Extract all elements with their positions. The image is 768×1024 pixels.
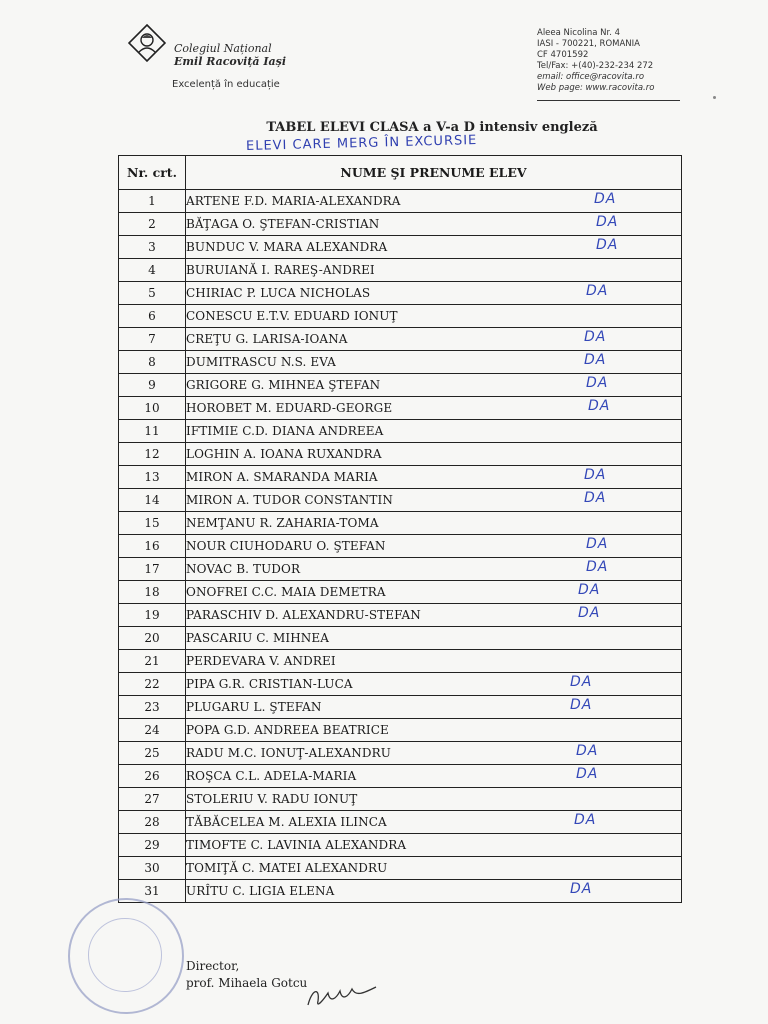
student-name: STOLERIU V. RADU IONUŢ bbox=[186, 792, 358, 806]
student-name: CONESCU E.T.V. EDUARD IONUŢ bbox=[186, 309, 398, 323]
row-number: 2 bbox=[119, 213, 186, 236]
row-number: 21 bbox=[119, 650, 186, 673]
row-number: 18 bbox=[119, 581, 186, 604]
row-number: 6 bbox=[119, 305, 186, 328]
row-number: 19 bbox=[119, 604, 186, 627]
row-number: 24 bbox=[119, 719, 186, 742]
table-row bbox=[119, 466, 682, 489]
contact-cf: CF 4701592 bbox=[537, 50, 589, 60]
handwritten-da-mark: DA bbox=[594, 191, 617, 207]
student-name: MIRON A. TUDOR CONSTANTIN bbox=[186, 493, 393, 507]
row-number: 17 bbox=[119, 558, 186, 581]
table-row bbox=[119, 558, 682, 581]
contact-telfax: Tel/Fax: +(40)-232-234 272 bbox=[537, 61, 654, 71]
student-name-cell bbox=[186, 673, 682, 696]
row-number: 10 bbox=[119, 397, 186, 420]
student-name-cell bbox=[186, 719, 682, 742]
student-name: IFTIMIE C.D. DIANA ANDREEA bbox=[186, 424, 384, 438]
student-name-cell bbox=[186, 190, 682, 213]
student-name-cell bbox=[186, 604, 682, 627]
student-name: BURUIANĂ I. RAREŞ-ANDREI bbox=[186, 263, 375, 277]
handwritten-da-mark: DA bbox=[596, 237, 619, 253]
student-name: PERDEVARA V. ANDREI bbox=[186, 654, 336, 668]
handwritten-da-mark: DA bbox=[584, 352, 607, 368]
row-number: 23 bbox=[119, 696, 186, 719]
table-row bbox=[119, 857, 682, 880]
student-name-cell bbox=[186, 811, 682, 834]
student-name: TIMOFTE C. LAVINIA ALEXANDRA bbox=[186, 838, 407, 852]
row-number: 26 bbox=[119, 765, 186, 788]
table-header-row bbox=[119, 156, 682, 190]
row-number: 15 bbox=[119, 512, 186, 535]
table-row bbox=[119, 880, 682, 903]
table-row bbox=[119, 650, 682, 673]
handwritten-da-mark: DA bbox=[584, 490, 607, 506]
handwritten-note: ELEVI CARE MERG ÎN EXCURSIE bbox=[245, 132, 478, 155]
row-number: 14 bbox=[119, 489, 186, 512]
table-row bbox=[119, 282, 682, 305]
student-name-cell bbox=[186, 558, 682, 581]
school-logo-icon bbox=[128, 24, 166, 62]
handwritten-da-mark: DA bbox=[570, 674, 593, 690]
student-name-cell bbox=[186, 466, 682, 489]
student-name-cell bbox=[186, 328, 682, 351]
student-name: POPA G.D. ANDREEA BEATRICE bbox=[186, 723, 389, 737]
header-divider bbox=[537, 100, 680, 101]
student-name-cell bbox=[186, 765, 682, 788]
handwritten-da-mark: DA bbox=[584, 329, 607, 345]
row-number: 27 bbox=[119, 788, 186, 811]
handwritten-da-mark: DA bbox=[586, 283, 609, 299]
table-row bbox=[119, 305, 682, 328]
school-name bbox=[174, 42, 286, 68]
handwritten-da-mark: DA bbox=[570, 697, 593, 713]
handwritten-da-mark: DA bbox=[578, 605, 601, 621]
student-name: PLUGARU L. ŞTEFAN bbox=[186, 700, 322, 714]
table-row bbox=[119, 535, 682, 558]
student-name-cell bbox=[186, 581, 682, 604]
table-row bbox=[119, 811, 682, 834]
student-name: CHIRIAC P. LUCA NICHOLAS bbox=[186, 286, 371, 300]
student-name-cell bbox=[186, 512, 682, 535]
student-name: RADU M.C. IONUŢ-ALEXANDRU bbox=[186, 746, 391, 760]
table-row bbox=[119, 259, 682, 282]
table-row bbox=[119, 627, 682, 650]
student-name: ARTENE F.D. MARIA-ALEXANDRA bbox=[186, 194, 401, 208]
table-row bbox=[119, 696, 682, 719]
contact-address: Aleea Nicolina Nr. 4 bbox=[537, 28, 621, 38]
table-row bbox=[119, 512, 682, 535]
student-name-cell bbox=[186, 742, 682, 765]
row-number: 12 bbox=[119, 443, 186, 466]
student-name-cell bbox=[186, 213, 682, 236]
student-name: LOGHIN A. IOANA RUXANDRA bbox=[186, 447, 382, 461]
table-row bbox=[119, 604, 682, 627]
handwritten-da-mark: DA bbox=[574, 812, 597, 828]
student-name: ROŞCA C.L. ADELA-MARIA bbox=[186, 769, 357, 783]
student-name-cell bbox=[186, 489, 682, 512]
handwritten-da-mark: DA bbox=[586, 375, 609, 391]
row-number: 11 bbox=[119, 420, 186, 443]
table-row bbox=[119, 351, 682, 374]
student-name-cell bbox=[186, 857, 682, 880]
student-name-cell bbox=[186, 834, 682, 857]
student-name-cell bbox=[186, 305, 682, 328]
column-header-nr: Nr. crt. bbox=[119, 156, 186, 190]
student-name: CREŢU G. LARISA-IOANA bbox=[186, 332, 348, 346]
row-number: 20 bbox=[119, 627, 186, 650]
student-name-cell bbox=[186, 696, 682, 719]
school-tagline: Excelență în educație bbox=[172, 79, 280, 90]
contact-block bbox=[537, 28, 654, 94]
student-name-cell bbox=[186, 351, 682, 374]
table-row bbox=[119, 581, 682, 604]
table-body bbox=[119, 190, 682, 903]
row-number: 3 bbox=[119, 236, 186, 259]
student-name: DUMITRASCU N.S. EVA bbox=[186, 355, 336, 369]
table-row bbox=[119, 236, 682, 259]
handwritten-da-mark: DA bbox=[570, 881, 593, 897]
row-number: 9 bbox=[119, 374, 186, 397]
handwritten-da-mark: DA bbox=[576, 766, 599, 782]
director-signature bbox=[302, 975, 382, 1015]
scan-speck bbox=[713, 96, 716, 99]
table-row bbox=[119, 397, 682, 420]
student-name: NEMŢANU R. ZAHARIA-TOMA bbox=[186, 516, 379, 530]
handwritten-da-mark: DA bbox=[586, 536, 609, 552]
student-name-cell bbox=[186, 880, 682, 903]
student-name: NOVAC B. TUDOR bbox=[186, 562, 301, 576]
student-name: NOUR CIUHODARU O. ŞTEFAN bbox=[186, 539, 386, 553]
student-table bbox=[118, 155, 682, 903]
student-name: URÎTU C. LIGIA ELENA bbox=[186, 884, 335, 898]
student-name-cell bbox=[186, 443, 682, 466]
table-row bbox=[119, 190, 682, 213]
student-name-cell bbox=[186, 650, 682, 673]
table-row bbox=[119, 765, 682, 788]
row-number: 7 bbox=[119, 328, 186, 351]
student-name: TOMIŢĂ C. MATEI ALEXANDRU bbox=[186, 861, 388, 875]
table-row bbox=[119, 788, 682, 811]
school-stamp bbox=[68, 898, 184, 1014]
student-name: MIRON A. SMARANDA MARIA bbox=[186, 470, 378, 484]
student-name-cell bbox=[186, 282, 682, 305]
school-name-line2: Emil Racoviță Iași bbox=[174, 55, 287, 68]
table-row bbox=[119, 420, 682, 443]
student-name: PIPA G.R. CRISTIAN-LUCA bbox=[186, 677, 353, 691]
row-number: 28 bbox=[119, 811, 186, 834]
director-label: Director, bbox=[186, 959, 240, 973]
handwritten-da-mark: DA bbox=[576, 743, 599, 759]
row-number: 29 bbox=[119, 834, 186, 857]
student-name: PASCARIU C. MIHNEA bbox=[186, 631, 330, 645]
row-number: 30 bbox=[119, 857, 186, 880]
student-name-cell bbox=[186, 259, 682, 282]
student-name-cell bbox=[186, 788, 682, 811]
student-name-cell bbox=[186, 236, 682, 259]
student-name: ONOFREI C.C. MAIA DEMETRA bbox=[186, 585, 386, 599]
student-name-cell bbox=[186, 627, 682, 650]
row-number: 22 bbox=[119, 673, 186, 696]
contact-city: IASI - 700221, ROMANIA bbox=[537, 39, 640, 49]
handwritten-da-mark: DA bbox=[578, 582, 601, 598]
director-name: prof. Mihaela Gotcu bbox=[186, 976, 308, 990]
table-row bbox=[119, 673, 682, 696]
document-title: TABEL ELEVI CLASA a V-a D intensiv engleză bbox=[266, 120, 598, 135]
table-row bbox=[119, 742, 682, 765]
row-number: 13 bbox=[119, 466, 186, 489]
row-number: 16 bbox=[119, 535, 186, 558]
table-row bbox=[119, 719, 682, 742]
student-name: BĂŢAGA O. ŞTEFAN-CRISTIAN bbox=[186, 217, 380, 231]
handwritten-da-mark: DA bbox=[596, 214, 619, 230]
table-row bbox=[119, 443, 682, 466]
row-number: 5 bbox=[119, 282, 186, 305]
contact-email: email: office@racovita.ro bbox=[537, 72, 645, 82]
director-block bbox=[186, 958, 307, 992]
table-row bbox=[119, 834, 682, 857]
school-name-line1: Colegiul Național bbox=[174, 42, 272, 55]
student-name: BUNDUC V. MARA ALEXANDRA bbox=[186, 240, 388, 254]
student-name: GRIGORE G. MIHNEA ŞTEFAN bbox=[186, 378, 381, 392]
student-name-cell bbox=[186, 420, 682, 443]
handwritten-da-mark: DA bbox=[586, 559, 609, 575]
student-name-cell bbox=[186, 374, 682, 397]
table-row bbox=[119, 328, 682, 351]
student-name: HOROBET M. EDUARD-GEORGE bbox=[186, 401, 393, 415]
handwritten-da-mark: DA bbox=[584, 467, 607, 483]
student-name: PARASCHIV D. ALEXANDRU-STEFAN bbox=[186, 608, 421, 622]
student-name: TĂBĂCELEA M. ALEXIA ILINCA bbox=[186, 815, 387, 829]
handwritten-da-mark: DA bbox=[588, 398, 611, 414]
row-number: 31 bbox=[119, 880, 186, 903]
row-number: 4 bbox=[119, 259, 186, 282]
table-row bbox=[119, 213, 682, 236]
student-name-cell bbox=[186, 535, 682, 558]
row-number: 25 bbox=[119, 742, 186, 765]
row-number: 8 bbox=[119, 351, 186, 374]
column-header-name: NUME ŞI PRENUME ELEV bbox=[186, 156, 682, 190]
student-name-cell bbox=[186, 397, 682, 420]
contact-web: Web page: www.racovita.ro bbox=[537, 83, 655, 93]
table-row bbox=[119, 489, 682, 512]
row-number: 1 bbox=[119, 190, 186, 213]
table-row bbox=[119, 374, 682, 397]
